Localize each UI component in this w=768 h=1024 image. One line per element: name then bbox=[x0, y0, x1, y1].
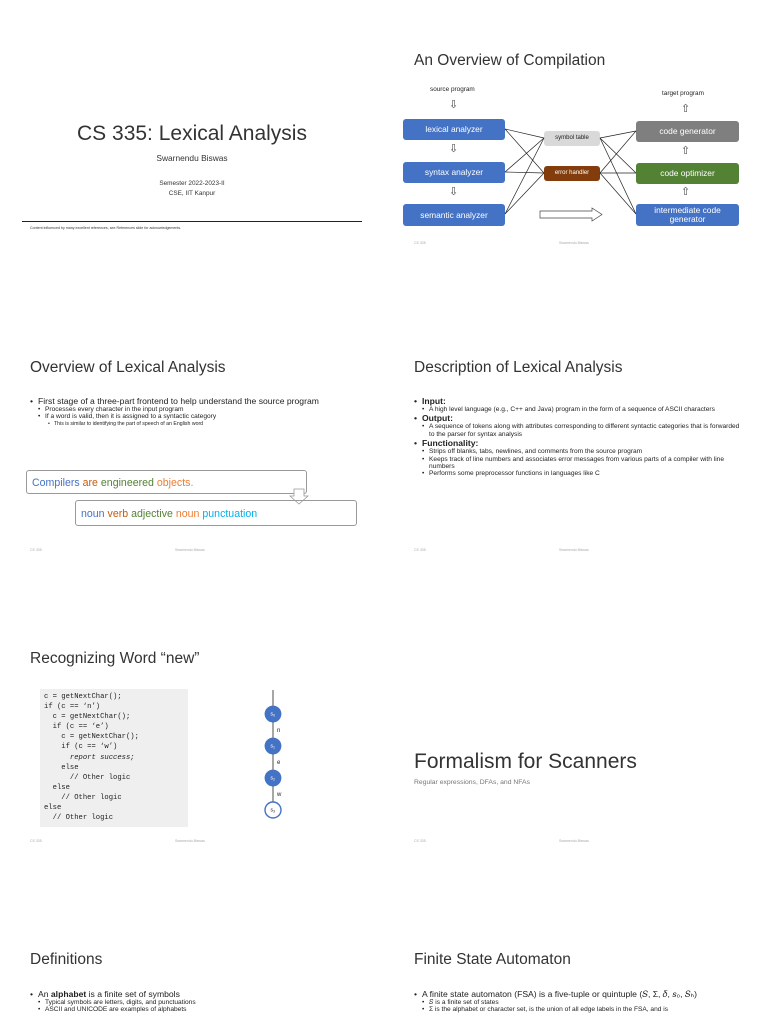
slide1-institute: CSE, IIT Kanpur bbox=[168, 190, 216, 197]
tag-noun: noun bbox=[175, 508, 200, 520]
code-line: // Other logic bbox=[44, 814, 114, 823]
code-line: c = getNextChar(); bbox=[44, 693, 122, 701]
footer-author: Swarnendu Biswas bbox=[559, 241, 589, 245]
slide2-title: An Overview of Compilation bbox=[414, 52, 606, 69]
error-handler-box: error handler bbox=[544, 166, 600, 181]
bullet-alphabet bbox=[30, 989, 360, 999]
slide-description-lexical bbox=[384, 307, 768, 563]
lexical-analyzer-box: lexical analyzer bbox=[403, 119, 505, 140]
code-line: report success; bbox=[44, 753, 135, 762]
slide-fsa bbox=[384, 899, 768, 1024]
footer-course: CS 335 bbox=[30, 548, 42, 552]
slide8-title: Finite State Automaton bbox=[414, 951, 571, 968]
arrow-down-icon: ⇩ bbox=[449, 186, 459, 198]
syntax-analyzer-box: syntax analyzer bbox=[403, 162, 505, 183]
sub-bullet: • Strips off blanks, tabs, newlines, and comments from the source program bbox=[414, 448, 746, 455]
code-line: if (c == ‘e’) bbox=[44, 723, 109, 732]
slide-title bbox=[0, 0, 384, 256]
slide1-note: Content influenced by many excellent references, see References slide for acknowledgements. bbox=[30, 226, 182, 230]
sub-bullet: • Processes every character in the input program bbox=[30, 406, 350, 413]
edge-label: w bbox=[277, 792, 282, 798]
bullet: • First stage of a three-part frontend to help understand the source program bbox=[30, 396, 350, 406]
bullet-functionality: • Functionality: bbox=[414, 438, 746, 448]
slide3-title: Overview of Lexical Analysis bbox=[30, 359, 226, 376]
fsa-diagram bbox=[246, 688, 306, 828]
bullet-fsa-definition: • A finite state automaton (FSA) is a five-tuple or quintuple (𝑆, Σ, 𝛿, 𝑠₀, 𝑆ₕ) bbox=[414, 989, 759, 999]
code-line: // Other logic bbox=[44, 793, 122, 802]
symbol-table-box: symbol table bbox=[544, 131, 600, 146]
footer-course: CS 335 bbox=[414, 241, 426, 245]
footer-author: Swarnendu Biswas bbox=[175, 548, 205, 552]
code-line: if (c == ‘n’) bbox=[44, 703, 101, 712]
slide6-subtitle: Regular expressions, DFAs, and NFAs bbox=[414, 779, 530, 786]
arrow-up-icon: ⇧ bbox=[681, 103, 691, 115]
code-line: else bbox=[44, 804, 62, 813]
arrow-up-icon: ⇧ bbox=[681, 186, 691, 198]
slide1-author: Swarnendu Biswas bbox=[156, 153, 228, 163]
code-generator-box: code generator bbox=[636, 121, 739, 142]
state-label: $s_0$ bbox=[270, 711, 275, 718]
slide-overview-lexical bbox=[0, 307, 384, 563]
sub-bullet: • A sequence of tokens along with attributes corresponding to different syntactic categories that is forwarded to the parser for syntax analysis bbox=[414, 423, 746, 438]
word-compilers: Compilers bbox=[32, 477, 80, 489]
word-engineered: engineered bbox=[100, 477, 154, 489]
state-subscript: 3 bbox=[273, 809, 275, 814]
tag-punctuation: punctuation bbox=[202, 508, 258, 520]
code-block bbox=[40, 689, 188, 827]
sub-bullet: • If a word is valid, then it is assigned to a syntactic category bbox=[30, 413, 350, 420]
slide-definitions bbox=[0, 899, 384, 1024]
tag-noun: noun bbox=[81, 508, 105, 520]
slide1-title: CS 335: Lexical Analysis bbox=[77, 122, 307, 145]
slide4-title: Description of Lexical Analysis bbox=[414, 359, 623, 376]
slide1-semester: Semester 2022-2023-II bbox=[159, 180, 225, 187]
word-objects: objects. bbox=[156, 477, 194, 489]
target-program-label: target program bbox=[662, 90, 704, 97]
arrow-down-icon: ⇩ bbox=[449, 99, 459, 111]
slide-recognizing-new bbox=[0, 598, 384, 854]
bullet-output: • Output: bbox=[414, 413, 746, 423]
code-line: else bbox=[44, 783, 70, 792]
slide-overview-compilation bbox=[384, 0, 768, 256]
state-subscript: 0 bbox=[273, 713, 275, 718]
code-lines bbox=[44, 692, 184, 823]
slide7-title: Definitions bbox=[30, 951, 103, 968]
edge-label: e bbox=[277, 760, 281, 766]
sub-bullet: • Typical symbols are letters, digits, and punctuations bbox=[30, 999, 360, 1006]
state-subscript: 2 bbox=[273, 777, 275, 782]
edge-label: n bbox=[277, 728, 281, 734]
footer-course: CS 335 bbox=[414, 548, 426, 552]
word-are: are bbox=[82, 477, 98, 489]
state-label: $s_2$ bbox=[270, 775, 275, 782]
footer-author: Swarnendu Biswas bbox=[559, 839, 589, 843]
intermediate-code-generator-box: intermediate code generator bbox=[636, 204, 739, 226]
term-alphabet: alphabet bbox=[50, 989, 87, 999]
code-line: c = getNextChar(); bbox=[44, 713, 131, 722]
source-program-label: source program bbox=[430, 86, 475, 93]
code-line: else bbox=[44, 763, 79, 772]
tag-verb: verb bbox=[107, 508, 129, 520]
code-optimizer-box: code optimizer bbox=[636, 163, 739, 184]
code-line: // Other logic bbox=[44, 773, 131, 782]
sub-bullet: • Σ is the alphabet or character set, is the union of all edge labels in the FSA, and is bbox=[414, 1006, 759, 1013]
state-label: $s_1$ bbox=[270, 743, 275, 750]
text: is a finite set of symbols bbox=[86, 989, 180, 999]
sub-bullet: • Keeps track of line numbers and associates error messages from various parts of a compiler with line numbers bbox=[414, 456, 746, 471]
state-subscript: 1 bbox=[273, 745, 275, 750]
slide5-title: Recognizing Word “new” bbox=[30, 650, 200, 667]
semantic-analyzer-box: semantic analyzer bbox=[403, 204, 505, 226]
tags-box bbox=[75, 500, 357, 526]
footer-course: CS 335 bbox=[414, 839, 426, 843]
footer-author: Swarnendu Biswas bbox=[559, 548, 589, 552]
arrow-up-icon: ⇧ bbox=[681, 145, 691, 157]
arrow-down-icon: ⇩ bbox=[449, 143, 459, 155]
sub-sub-bullet: • This is similar to identifying the part of speech of an English word bbox=[30, 421, 350, 427]
footer-course: CS 335 bbox=[30, 839, 42, 843]
footer-author: Swarnendu Biswas bbox=[175, 839, 205, 843]
sub-bullet: • ASCII and UNICODE are examples of alphabets bbox=[30, 1006, 360, 1013]
slide6-title: Formalism for Scanners bbox=[414, 750, 637, 773]
text: An bbox=[38, 989, 51, 999]
code-line: c = getNextChar(); bbox=[44, 733, 139, 742]
sub-bullet: • A high level language (e.g., C++ and Java) program in the form of a sequence of ASCII characters bbox=[414, 406, 746, 413]
bullet-input: • Input: bbox=[414, 396, 746, 406]
code-line: if (c == ‘w’) bbox=[44, 743, 118, 752]
state-label: $s_3$ bbox=[270, 807, 275, 814]
sub-bullet: • 𝑆 is a finite set of states bbox=[414, 999, 759, 1006]
slide-formalism bbox=[384, 598, 768, 854]
sub-bullet: • Performs some preprocessor functions in languages like C bbox=[414, 470, 746, 477]
sentence-box bbox=[26, 470, 307, 494]
slide1-divider bbox=[22, 221, 362, 222]
tag-adjective: adjective bbox=[131, 508, 173, 520]
